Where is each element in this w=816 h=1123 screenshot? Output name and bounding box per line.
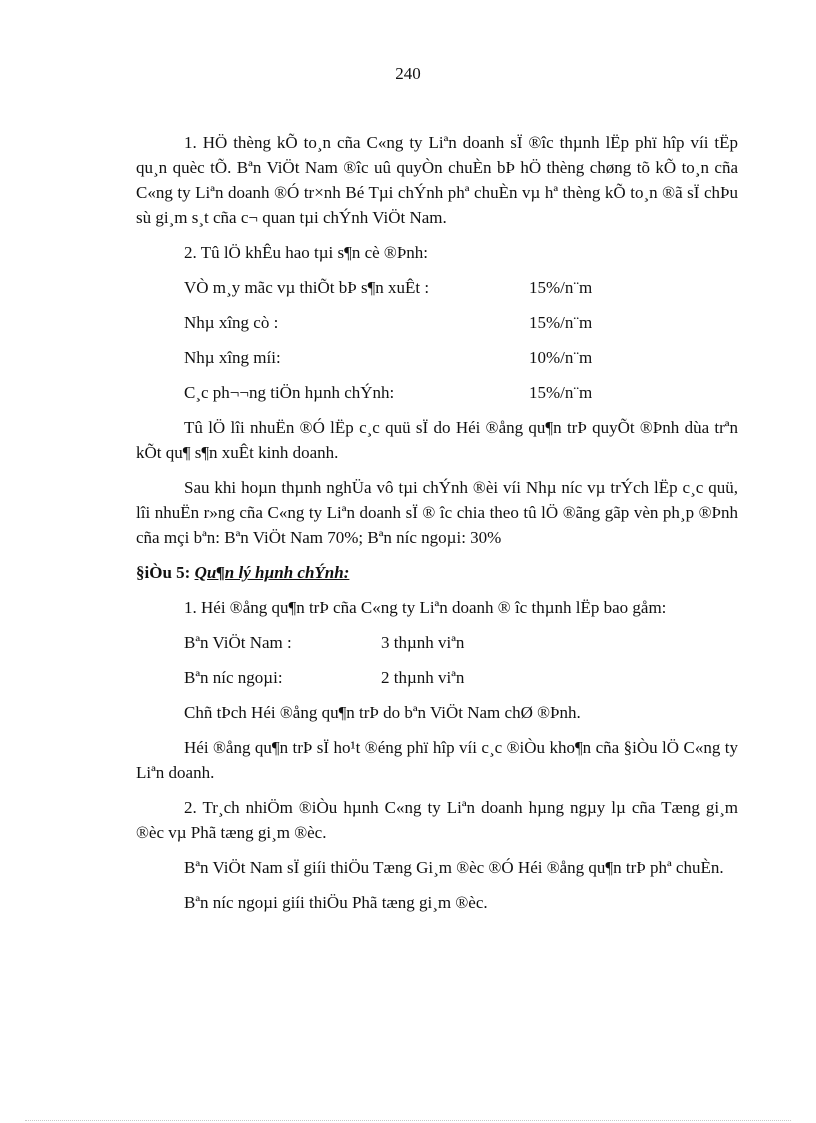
rate-value: 15%/n¨m [529,278,593,297]
board-intro: 1. Héi ®ång qu¶n trÞ cña C«ng ty Liªn doanh ® îc thµnh lËp bao gåm: [184,598,667,617]
page-number: 240 [395,64,421,83]
board-member-row [136,665,738,690]
board-operation-paragraph: Héi ®ång qu¶n trÞ sÏ ho¹t ®éng phï hîp víi c¸c ®iÒu kho¶n cña §iÒu lÖ C«ng ty Liªn doanh. [136,738,738,782]
section-title: Qu¶n lý hµnh chÝnh: [194,563,350,582]
member-party: Bªn níc ngoµi: [184,668,283,687]
rate-label: Nhµ xîng cò : [184,313,279,332]
profit-fund-paragraph: Tû lÖ lîi nhuËn ®Ó lËp c¸c quü sÏ do Héi ®ång qu¶n trÞ quyÕt ®Þnh dùa trªn kÕt qu¶ s¶n xuÊt kinh doanh. [136,418,738,462]
depreciation-rate-row [136,310,738,335]
member-party: Bªn ViÖt Nam : [184,633,292,652]
rate-label: VÒ m¸y mãc vµ thiÕt bÞ s¶n xuÊt : [184,278,430,297]
rate-label: Nhµ xîng míi: [184,348,281,367]
rate-label: C¸c ph¬¬ng tiÖn hµnh chÝnh: [184,383,395,402]
rate-value: 10%/n¨m [529,348,593,367]
management-paragraph: 2. Tr¸ch nhiÖm ®iÒu hµnh C«ng ty Liªn doanh hµng ngµy lµ cña Tæng gi¸m ®èc vµ Phã tæng gi¸m ®èc. [136,798,738,842]
rate-value: 15%/n¨m [529,313,593,332]
depreciation-rate-row [136,345,738,370]
page-body [136,130,738,925]
profit-sharing-paragraph: Sau khi hoµn thµnh nghÜa vô tµi chÝnh ®èi víi Nhµ níc vµ trÝch lËp c¸c quü, lîi nhuËn r»ng cña C«ng ty Liªn doanh sÏ ® îc chia theo tû lÖ ®ãng gãp vèn ph¸p ®Þnh cña mçi bªn: Bªn ViÖt Nam 70%; Bªn níc ngoµi: 30% [136,478,738,547]
director-nomination-paragraph: Bªn ViÖt Nam sÏ giíi thiÖu Tæng Gi¸m ®èc ®Ó Héi ®ång qu¶n trÞ phª chuÈn. [184,858,724,877]
board-member-row [136,630,738,655]
depreciation-rate-row [136,275,738,300]
rate-value: 15%/n¨m [529,383,593,402]
page-bottom-border [25,1120,791,1121]
chairman-paragraph: Chñ tÞch Héi ®ång qu¶n trÞ do bªn ViÖt Nam chØ ®Þnh. [184,703,581,722]
member-count: 2 thµnh viªn [381,668,465,687]
section-heading [136,560,738,585]
member-count: 3 thµnh viªn [381,633,465,652]
accounting-system-paragraph: 1. HÖ thèng kÕ to¸n cña C«ng ty Liªn doanh sÏ ®îc thµnh lËp phï hîp víi tËp qu¸n quèc tÕ. Bªn ViÖt Nam ®îc uû quyÒn chuÈn bÞ hÖ thèng chøng tõ kÕ to¸n cña C«ng ty Liªn doanh ®Ó tr×nh Bé Tµi chÝnh phª chuÈn vµ hª thèng kÕ to¸n ®ã sÏ chÞu sù gi¸m s¸t cña c¬ quan tµi chÝnh ViÖt Nam. [136,133,738,227]
depreciation-rate-row [136,380,738,405]
depreciation-heading: 2. Tû lÖ khÊu hao tµi s¶n cè ®Þnh: [184,243,429,262]
section-label: §iÒu 5: [136,563,191,582]
deputy-nomination-paragraph: Bªn níc ngoµi giíi thiÖu Phã tæng gi¸m ®èc. [184,893,488,912]
